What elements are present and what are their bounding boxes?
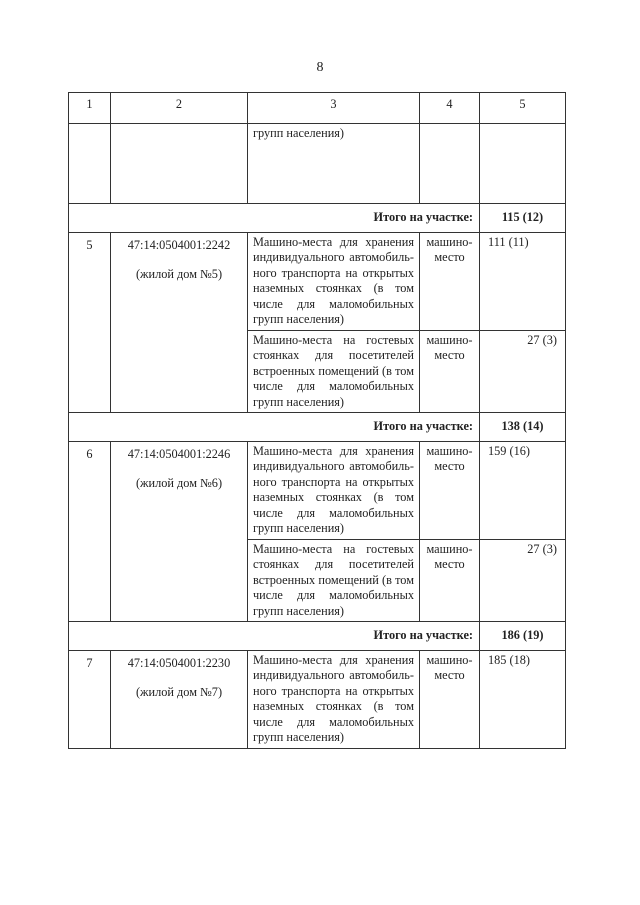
unit-cell [420, 124, 480, 204]
num-cell: 7 [69, 650, 111, 748]
header-cell: 3 [248, 93, 420, 124]
total-value: 138 (14) [480, 413, 566, 442]
num-cell: 6 [69, 441, 111, 622]
desc-cell: Машино-места для хранения индивидуального автомобиль-ного транспорта на открытых наземных стоянках (в том числе для маломобильных групп населения) [248, 441, 420, 539]
total-value: 115 (12) [480, 204, 566, 233]
header-cell: 5 [480, 93, 566, 124]
house-label: (жилой дом №7) [135, 685, 223, 699]
total-row [69, 204, 566, 233]
table-row [69, 441, 566, 539]
total-label: Итого на участке: [69, 204, 480, 233]
header-row [69, 93, 566, 124]
header-cell: 2 [111, 93, 248, 124]
value-cell: 27 (3) [480, 330, 566, 413]
table-row [69, 124, 566, 204]
cad-cell [111, 124, 248, 204]
desc-cell: Машино-места для хранения индивидуального автомобиль-ного транспорта на открытых наземных стоянках (в том числе для маломобильных групп населения) [248, 650, 420, 748]
num-cell: 5 [69, 232, 111, 413]
unit-cell: машино-место [420, 441, 480, 539]
house-label: (жилой дом №6) [135, 476, 223, 490]
unit-cell: машино-место [420, 650, 480, 748]
parking-table [68, 92, 566, 749]
desc-cell: групп населения) [248, 124, 420, 204]
total-row [69, 413, 566, 442]
value-cell: 185 (18) [480, 650, 566, 748]
unit-cell: машино-место [420, 330, 480, 413]
header-cell: 1 [69, 93, 111, 124]
desc-cell: Машино-места для хранения индивидуального автомобиль-ного транспорта на открытых наземных стоянках (в том числе для маломобильных групп населения) [248, 232, 420, 330]
cad-cell [111, 441, 248, 622]
cadastral-number: 47:14:0504001:2242 [127, 237, 231, 252]
total-row [69, 622, 566, 651]
table-row [69, 650, 566, 748]
page-number: 8 [316, 60, 324, 75]
num-cell [69, 124, 111, 204]
value-cell: 27 (3) [480, 539, 566, 622]
unit-cell: машино-место [420, 232, 480, 330]
cadastral-number: 47:14:0504001:2246 [127, 446, 231, 461]
value-cell: 159 (16) [480, 441, 566, 539]
header-cell: 4 [420, 93, 480, 124]
total-value: 186 (19) [480, 622, 566, 651]
cad-cell [111, 650, 248, 748]
total-label: Итого на участке: [69, 413, 480, 442]
value-cell [480, 124, 566, 204]
total-label: Итого на участке: [69, 622, 480, 651]
cadastral-number: 47:14:0504001:2230 [127, 655, 231, 670]
house-label: (жилой дом №5) [135, 267, 223, 281]
desc-cell: Машино-места на гостевых стоянках для посетителей встроенных помещений (в том числе для маломобильных групп населения) [248, 539, 420, 622]
unit-cell: машино-место [420, 539, 480, 622]
table-row [69, 232, 566, 330]
value-cell: 111 (11) [480, 232, 566, 330]
cad-cell [111, 232, 248, 413]
desc-cell: Машино-места на гостевых стоянках для посетителей встроенных помещений (в том числе для маломобильных групп населения) [248, 330, 420, 413]
